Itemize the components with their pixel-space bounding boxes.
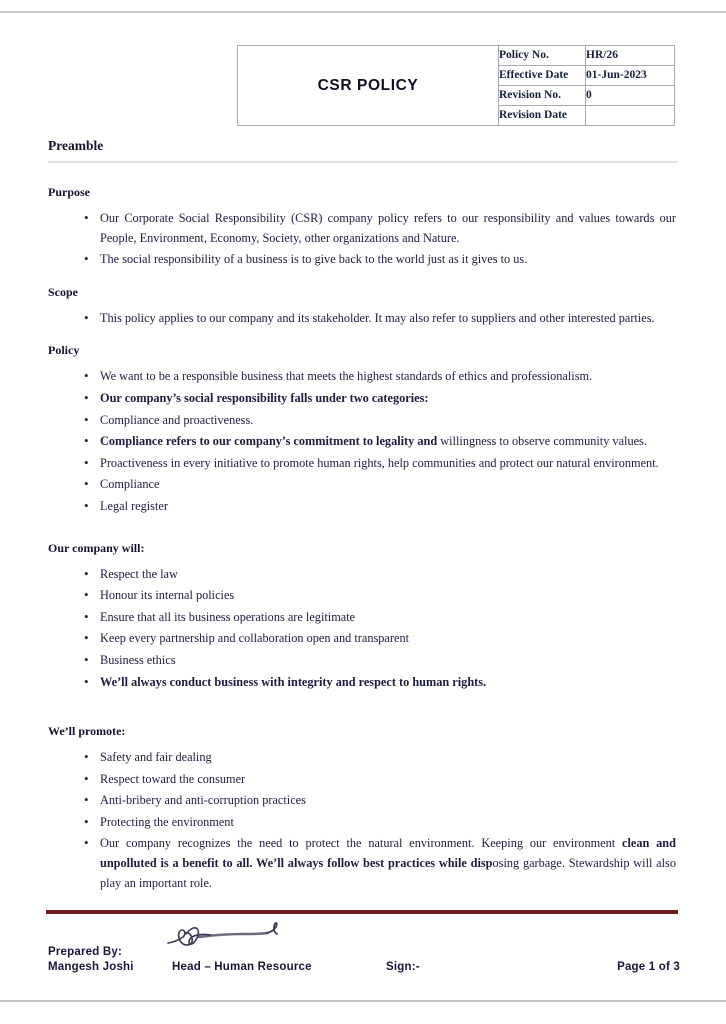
footer-row [48,946,680,973]
list-item: • Proactiveness in every initiative to promote human rights, help communities and protect our natural environment. [48,454,678,474]
heading-well-promote: We’ll promote: [48,724,126,739]
policy-no-value: HR/26 [586,46,675,66]
revision-date-value [586,106,675,126]
list-item-bold-text: Our company’s social responsibility falls under two categories: [100,390,429,405]
list-item: • Protecting the environment [48,813,678,833]
list-item: • Anti-bribery and anti-corruption practices [48,791,678,811]
list-item-plain-text: Our company recognizes the need to protect the natural environment. Keeping our environment [100,836,623,851]
document-header-table [237,45,675,126]
heading-scope: Scope [48,284,78,299]
document-body [48,138,678,895]
document-footer [48,946,680,973]
list-policy [48,367,678,516]
heading-our-company-will: Our company will: [48,540,145,555]
page-bottom-rule [0,1000,726,1002]
list-item: • Our Corporate Social Responsibility (CSR) company policy refers to our responsibility and values towards our People, Environment, Economy, Society, other organizations and Nature. [48,209,678,248]
page-top-rule [0,11,726,13]
list-item [48,432,678,452]
effective-date-value: 01-Jun-2023 [586,66,675,86]
revision-date-label: Revision Date [499,106,586,126]
list-item: • Business ethics [48,651,678,671]
list-item-bold-text: clean and unpolluted is a benefit to all. We’ll always follow best practices while disp [100,836,676,871]
list-item [48,389,678,409]
list-item: • The social responsibility of a business is to give back to the world just as it gives to us. [48,250,678,270]
list-our-company-will [48,565,678,693]
list-item: • Respect toward the consumer [48,770,678,790]
list-item: • Respect the law [48,565,678,585]
list-item-bold-text: Compliance refers to our company’s commitment to legality and [100,434,438,449]
policy-no-label: Policy No. [499,46,586,66]
list-item [48,834,678,893]
list-purpose [48,209,678,270]
effective-date-label: Effective Date [499,66,586,86]
revision-no-value: 0 [586,86,675,106]
list-item: • Ensure that all its business operations are legitimate [48,608,678,628]
list-item: • Compliance and proactiveness. [48,411,678,431]
prepared-by-name: Mangesh Joshi [48,961,134,973]
list-item: • Keep every partnership and collaboration open and transparent [48,629,678,649]
prepared-by-role: Head – Human Resource [172,961,312,973]
list-item: • Compliance [48,475,678,495]
table-row [238,46,675,66]
list-item [48,673,678,693]
page-number-label: Page 1 of 3 [617,961,680,973]
footer-divider-rule [46,910,678,914]
sign-label: Sign:- [386,961,420,973]
list-well-promote [48,748,678,893]
list-item: • Legal register [48,497,678,517]
heading-preamble: Preamble [48,138,678,163]
revision-no-label: Revision No. [499,86,586,106]
list-item-plain-text: osing garbage. Stewardship will also play an important role. [100,856,676,890]
list-item-plain-text: willingness to observe community values. [437,434,647,449]
prepared-by-label: Prepared By: [48,946,122,958]
heading-purpose: Purpose [48,185,90,199]
list-item: • We want to be a responsible business that meets the highest standards of ethics and professionalism. [48,367,678,387]
list-item: • Safety and fair dealing [48,748,678,768]
document-title: CSR POLICY [238,46,499,126]
list-item-bold-text: We’ll always conduct business with integrity and respect to human rights. [100,674,487,689]
list-scope [48,309,678,329]
heading-policy: Policy [48,343,80,358]
list-item: • Honour its internal policies [48,586,678,606]
list-item: • This policy applies to our company and its stakeholder. It may also refer to suppliers and other interested parties. [48,309,678,329]
